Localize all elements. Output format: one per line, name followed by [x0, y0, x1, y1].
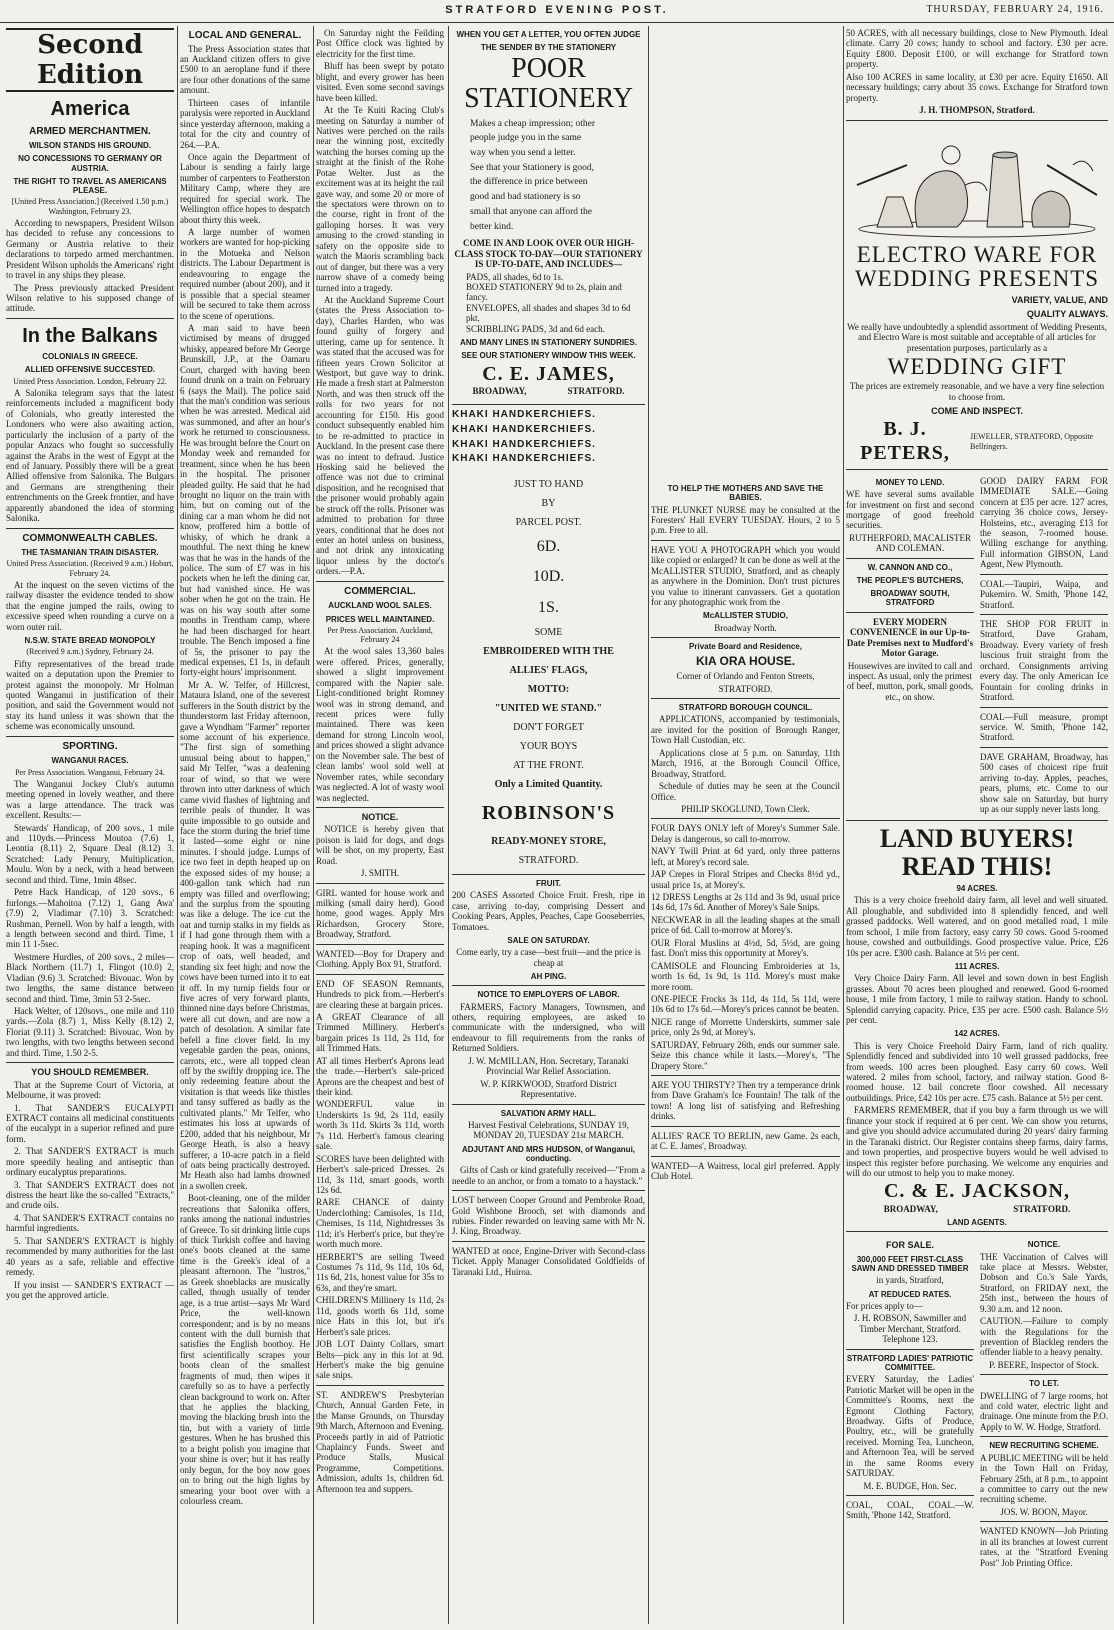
sub-column-right: [980, 1236, 1108, 1570]
sub-column-left: [846, 1236, 974, 1570]
article-paragraph: 4. That SANDER'S EXTRACT contains no harmful ingredients.: [6, 1212, 174, 1234]
classified-ad: WE have several sums available for investment on first and second mortgage of good freehold securities.: [846, 489, 974, 531]
ad-title-land-buyers: LAND BUYERS!: [879, 824, 1075, 854]
column-local-general: [180, 26, 310, 1624]
ad-line: MOTTO:: [527, 683, 570, 695]
divider: [316, 974, 444, 975]
classified-ad: HAVE YOU A PHOTOGRAPH which you would like copied or enlarged? It can be done as well at the McALLISTER STUDIO, Stratford, and as cheaply as anywhere in the Dominion. Don't trust pictures you value to itinerant canvassers. Get a quotation for any photographic work from the: [651, 544, 840, 608]
ad-line: AND MANY LINES IN STATIONERY SUNDRIES.: [460, 338, 637, 348]
column-general-commercial: [316, 26, 444, 1624]
divider: [452, 404, 645, 405]
masthead: [0, 0, 1114, 23]
headline: LOCAL AND GENERAL.: [188, 30, 302, 41]
section-heading-balkans: In the Balkans: [22, 324, 158, 347]
stationery-line: people judge you in the same: [470, 133, 582, 144]
property-text: This is very Choice Freehold Dairy Farm, land of rich quality. Splendidly fenced and subdivided into 10 well grassed paddocks, free from weeds. 100 acres been ploughed. Easy carry 60 cows. Well watered. 2 miles from school, factory, and railway station. Good 8-roomed house. 12 bail concrete floor cowshed. All necessary outbuildings. Price, £42 10s per acre. £75 cash. Balance at 5½ per cent.: [846, 1040, 1108, 1103]
handkerchief-ad: [452, 475, 645, 870]
column-classifieds: [651, 480, 840, 1624]
khaki-line: KHAKI HANDKERCHIEFS.: [452, 438, 596, 450]
stationery-line: good and bad stationery is so: [470, 192, 581, 203]
article-paragraph: Hack Welter, of 120sovs., one mile and 110 yards.—Zola (8.7) 1, Miss Kelly (8.12) 2, Floriat (9.11) 3. Scratched: Bivouac. Won by two lengths, with two lengths between second and third. Time, 1.50 2-5.: [6, 1006, 174, 1058]
notice-signature: J. W. McMILLAN, Hon. Secretary, Taranaki Provincial War Relief Association.: [468, 1055, 629, 1077]
column-rule: [177, 26, 178, 1624]
divider: [846, 1231, 1108, 1232]
divider: [846, 120, 1108, 121]
notice-text: A PUBLIC MEETING will be held in the Town Hall on Friday, February 25th, at 8 p.m., to appoint a committee to carry out the new recruiting scheme.: [980, 1452, 1108, 1505]
divider: [6, 318, 174, 319]
subheadline: THE TASMANIAN TRAIN DISASTER.: [21, 548, 159, 558]
stationery-items: [466, 272, 645, 335]
column-property-ads: [846, 26, 1108, 1624]
classified-ad: LOST between Cooper Ground and Pembroke Road, Gold Wishbone Brooch, set with diamonds and rubies. Finder rewarded on leaving same with Mr N. J. King, Broadway.: [452, 1195, 645, 1237]
classified-ad: OUR Floral Muslins at 4½d, 5d, 5½d, are going fast. Don't miss this opportunity at Morey's.: [651, 937, 840, 959]
divider: [651, 818, 840, 819]
stationery-item: SCRIBBLING PADS, 3d and 6d each.: [466, 323, 605, 334]
classified-ad: 12 DRESS Lengths at 2s 11d and 3s 9d, usual price 14s 6d, 17s 6d. Another of Morey's Sale Snips.: [651, 892, 840, 913]
newspaper-title: STRATFORD EVENING POST.: [445, 4, 669, 16]
address-street: BROADWAY,: [883, 1203, 938, 1214]
stationery-line: better kind.: [470, 221, 514, 232]
article-paragraph: At the wool sales 13,360 bales were offered. Prices, generally, showed a slight improvement compared with the Napier sale. Light-conditioned bright Romney wool was in strong demand, and recent prices were fully maintained. There was keen demand for strong Lincoln wool, and prices showed a slight advance on the November sale. The best of clean lambs' wool sold well at November rates, while secondary was neglected. A lot of wasty wool was neglected.: [316, 646, 444, 803]
classified-ad: THE PLUNKET NURSE may be consulted at the Foresters' Hall EVERY TUESDAY. Hours, 2 to 5 p.m. Free to all.: [651, 504, 840, 536]
notice-signature: PHILIP SKOGLUND, Town Clerk.: [681, 803, 810, 814]
advertiser-name: B. J. PETERS,: [860, 418, 950, 464]
notice-text: Gifts of Cash or kind gratefully received—"From a needle to an anchor, or from a tomato to a haystack.": [452, 1165, 645, 1186]
khaki-list: [452, 409, 645, 464]
ad-title-wedding: WEDDING PRESENTS: [854, 265, 1100, 291]
classified-ad: A GREAT Clearance of all Trimmed Millinery. Herbert's bargain prices 1s 11d, 2s 11d, for all Trimmed Hats.: [316, 1011, 444, 1054]
ad-text: 200 CASES Assorted Choice Fruit. Fresh, ripe in case, arriving to-day, comprising Dessert and Cooking Pears, Apples, Peaches, Cape Gooseberries, Tomatoes.: [452, 890, 645, 932]
divider: [846, 612, 974, 613]
notice-signature: JOS. W. BOON, Mayor.: [1000, 1506, 1088, 1517]
divider: [452, 1190, 645, 1191]
notice-heading: NOTICE TO EMPLOYERS OF LABOR.: [477, 990, 620, 1000]
divider: [846, 558, 974, 559]
ad-title-poor: POOR: [511, 52, 586, 84]
address-town: STRATFORD.: [1013, 1203, 1071, 1214]
article-paragraph: Boot-cleaning, one of the milder recreations that Salonika offers, ranks among the national industries of Greece. To sit drinking little cups of thick Turkish coffee and having one's boots cleaned at the same time is the Greek's ideal of a pleasant afternoon. The "lustros," as Greek shoeblacks are musically called, though usually of tender age, is a true artist—says Mr Ward Price, the well-known correspondent; and is by no means content with the dull burnish that satisfies the English bootboy. He first scientifically scrapes your boots clean of the smallest fragments of mud, then wipes it carefully so as to have a perfectly clean background to work on. After that he applies the blacking, moving the blacking brush into the tin, but with a variety of little gestures. When he has brushed this to a bright polish you imagine that your shine is over; but it has really only begun, for the boy now goes on to bring out the high lights by smearing your boot over with a colourless cream.: [180, 1193, 310, 1506]
stationery-line: See that your Stationery is good,: [470, 162, 595, 173]
property-heading: 142 ACRES.: [954, 1029, 1000, 1039]
classified-ad: ONE-PIECE Frocks 3s 11d, 4s 11d, 5s 11d, were 10s 6d to 17s 6d.—Morey's prices cannot be beaten.: [651, 993, 840, 1015]
divider: [980, 1374, 1108, 1375]
two-column-notices: [846, 1236, 1108, 1570]
article-paragraph: Fifty representatives of the bread trade waited on a deputation upon the Premier to protest against the monopoly. Mr Holman quoted Wanganui in justification of their position, and said the Government would not stay its hand unless it was shown that the scheme was economically unsound.: [6, 658, 174, 732]
headline: COMMERCIAL.: [344, 585, 416, 597]
article-paragraph: 1. That SANDER'S EUCALYPTI EXTRACT contains all medicinal constituents of the eucalypt in a superior refined and pure form.: [6, 1102, 174, 1144]
column-rule: [313, 26, 314, 1624]
stationery-item: BOXED STATIONERY 9d to 2s, plain and fancy.: [466, 282, 622, 303]
edition-heading: Second Edition: [6, 28, 174, 92]
silverware-illustration: [846, 125, 1108, 243]
divider: [980, 1436, 1108, 1437]
divider: [651, 698, 840, 699]
classified-ad: JOB LOT Dainty Collars, smart Belts—pick any in this lot at 9d. Herbert's make the big genuine sale snips.: [316, 1339, 444, 1381]
classified-ad: NAVY Twill Print at 6d yard, only three patterns left, at Morey's record sale.: [651, 846, 840, 867]
ad-line: VARIETY, VALUE, AND: [1011, 294, 1108, 305]
divider: [980, 574, 1108, 575]
notice-text: NOTICE is hereby given that poison is laid for dogs, and dogs will be shot, on my property, East Road.: [316, 824, 444, 866]
divider: [651, 1126, 840, 1127]
divider: [980, 747, 1108, 748]
notice-heading: NOTICE.: [361, 811, 399, 822]
notice-heading: TO LET.: [1029, 1379, 1059, 1389]
article-paragraph: 2. That SANDER'S EXTRACT is much more speedily healing and antiseptic than ordinary eucalyptus preparations.: [6, 1146, 174, 1178]
advertiser-address: [452, 386, 645, 396]
ad-text: The prices are extremely reasonable, and we have a very fine selection to choose from.: [849, 381, 1105, 402]
property-heading: 94 ACRES.: [956, 884, 998, 894]
notice-text: Schedule of duties may be seen at the Council Office.: [651, 781, 840, 802]
article-paragraph: Westmere Hurdles, of 200 sovs., 2 miles—Black Northern (11.7) 1, Flingot (10.0) 2, Vladian (9.6) 3. Scratched: Bivouac. Won by two lengths, the same distance between second and third. Time, 3min 53 2-5sec.: [6, 951, 174, 1004]
stationery-line: the difference in price between: [470, 177, 588, 188]
subheadline: WILSON STANDS HIS GROUND.: [28, 141, 152, 151]
article-paragraph: Bluff has been swept by potato blight, and every grower has been visited. Even some second savings have been killed.: [316, 61, 444, 103]
ad-text: For prices apply to—: [846, 1300, 923, 1311]
ad-line: COME AND INSPECT.: [931, 405, 1023, 416]
address-street: BROADWAY,: [472, 385, 527, 396]
classified-ad: CHILDREN'S Millinery 1s 11d, 2s 11d, goods worth 6s 11d, some nice Hats in this lot, but it's Herbert's sale prices.: [316, 1295, 444, 1337]
article-paragraph: The Press previously attacked President Wilson relative to his supposed change of attitude.: [6, 282, 174, 314]
notice-heading: SALVATION ARMY HALL.: [500, 1108, 597, 1118]
divider: [980, 707, 1108, 708]
ad-text: Housewives are invited to call and inspect. As usual, only the primest of beef, mutton, pork, small goods, etc., on show.: [846, 660, 974, 702]
article-paragraph: At the Te Kuiti Racing Club's meeting on Saturday a number of Natives were perched on the rails near the winning post, excitedly watching the horses coming up the straight at the finish of the Rohe Potae Welter. Just as the excitement was at its height the rail gave way, and some 20 or more of the spectators were thrown on to the course, right in front of the galloping horses. It was very amusing to the crowd standing in safety on the opposite side to watch the Maoris scrambling back out of danger, but there was a very narrow shave of a comedy being turned into a tragedy.: [316, 105, 444, 293]
column-rule: [648, 26, 649, 1624]
divider: [651, 1156, 840, 1157]
advertiser-name: ROBINSON'S: [481, 801, 616, 824]
ad-heading: FOR SALE.: [885, 1240, 934, 1251]
dateline: Per Press Association. Wanganui, February 24.: [15, 767, 165, 777]
property-text: Very Choice Dairy Farm. All level and sown down in best English grasses. About 70 acres been ploughed and renewed. Good 6-roomed house, 1 mile from factory, 1 mile to railway station. Handy to school. Splendid carrying capacity. Price, £35 per acre. £500 cash. Balance 5½ per cent.: [846, 973, 1108, 1025]
classified-ad: ARE YOU THIRSTY? Then try a temperance drink from Dave Graham's Ice Fountain! The talk of the town! A long list of satisfying and Refreshing drinks.: [651, 1080, 840, 1122]
ad-text: Come early, try a case—best fruit—and the price is cheap at: [456, 947, 641, 968]
property-heading: 111 ACRES.: [954, 961, 1000, 971]
ad-line: ADJUTANT AND MRS HUDSON, of Wanganui, conducting.: [461, 1144, 636, 1163]
headline: COMMONWEALTH CABLES.: [22, 532, 158, 544]
divider: [452, 1241, 645, 1242]
article-paragraph: The Press Association states that an Auckland citizen offers to give £500 to an aeroplane fund if there are four other donations of the same amount.: [180, 43, 310, 96]
advertiser-name: C. & E. JACKSON,: [883, 1180, 1070, 1203]
stationery-lines: [470, 117, 627, 235]
issue-date: THURSDAY, FEBRUARY 24, 1916.: [926, 4, 1104, 15]
ad-line: SOME: [534, 626, 563, 638]
divider: [846, 1495, 974, 1496]
dateline: [United Press Association.] (Received 1.50 p.m.) Washington, February 23.: [11, 197, 169, 216]
property-text: This is a very choice freehold dairy farm, all level and well situated. All ploughable, and subdivided into 8 splendidly fenced, and well grassed paddocks. Well watered, and on good metalled road, 1 mile from school, 1 mile from factory, easy carry 50 cows. Good 5-roomed house, cowshed and outbuildings. Good prospective value. Price, £26 10s per acre. £300 cash. Balance at 5½ per cent.: [846, 895, 1108, 958]
advertiser-name: RUTHERFORD, MACALISTER AND COLEMAN.: [848, 532, 971, 554]
price-10d: 10D.: [532, 568, 565, 586]
section-heading-america: America: [50, 98, 130, 121]
classified-ad: NICE range of Morrette Underskirts, summer sale price, only 2s 9d, at Morey's.: [651, 1016, 840, 1038]
divider: [316, 1385, 444, 1386]
khaki-line: KHAKI HANDKERCHIEFS.: [452, 409, 596, 421]
ad-text: COME IN AND LOOK OVER OUR HIGH-CLASS STOCK TO-DAY—OUR STATIONERY IS UP-TO-DATE, AND INCLUDES—: [454, 238, 643, 270]
ad-heading: TO HELP THE MOTHERS AND SAVE THE BABIES.: [667, 484, 824, 503]
ad-title-electro: ELECTRO WARE FOR: [856, 241, 1098, 267]
address-town: STRATFORD.: [567, 385, 625, 396]
divider: [452, 874, 645, 875]
ad-line: LAND AGENTS.: [947, 1218, 1007, 1227]
article-paragraph: 5. That SANDER'S EXTRACT is highly recommended by many authorities for the last 40 years as a safe, reliable and effective remedy.: [6, 1235, 174, 1278]
ad-line: AT THE FRONT.: [513, 759, 584, 771]
subheadline: ALLIED OFFENSIVE SUCCESTED.: [24, 365, 156, 375]
article-paragraph: 3. That SANDER'S EXTRACT does not distress the heart like the so-called "Extracts," and crude oils.: [6, 1179, 174, 1211]
stationery-item: ENVELOPES, all shades and shapes 3d to 6d pkt.: [466, 302, 631, 324]
notice-signature: W. P. KIRKWOOD, Stratford District Representative.: [480, 1078, 617, 1100]
classified-ad: DAVE GRAHAM, Broadway, has 500 cases of choicest ripe fruit arriving to-day. Apples, peaches, pears, plums, etc. Come to our show sale on Saturday, but hurry up as our supply never lasts long.: [980, 751, 1108, 815]
notice-text: CAUTION.—Failure to comply with the Regulations for the prevention of Blackleg renders the offender liable to a heavy penalty.: [980, 1316, 1108, 1358]
classified-ad: COAL—Full measure, prompt service. W. Smith, 'Phone 142, Stratford.: [980, 711, 1108, 743]
subheadline: WANGANUI RACES.: [51, 756, 129, 766]
article-paragraph: Thirteen cases of infantile paralysis were reported in Auckland since yesterday afternoon, making a total for the city and country of 264.—P.A.: [180, 97, 310, 150]
classified-ad: COAL—Taupiri, Waipa, and Pukemiro. W. Smith, 'Phone 142, Stratford.: [980, 578, 1108, 610]
divider: [316, 581, 444, 582]
ad-title-stationery: STATIONERY: [464, 82, 633, 114]
ad-title-read-this: READ THIS!: [901, 851, 1053, 881]
divider: [452, 1104, 645, 1105]
divider: [651, 637, 840, 638]
article-paragraph: At the inquest on the seven victims of the railway disaster the evidence tended to show that the engine jumped the rails, owing to excessive speed when rounding a curve on a worn outer rail.: [6, 579, 174, 632]
classified-ad: FOUR DAYS ONLY left of Morey's Summer Sale. Delay is dangerous, so call to-morrow.: [651, 823, 840, 844]
classified-ad: JAP Crepes in Floral Stripes and Checks 8½d yd., usual price 1s, at Morey's.: [651, 869, 840, 890]
property-text: FARMERS REMEMBER, that if you buy a farm through us we will finance your stock if required at 6 per cent. We can show you returns, and give you should advice accumulated during 20 years' dairy farming in the Taranaki district. Our Register contains sheep farms, dairy farms, and town properties, and prospective buyers would be well advised to inspect this register before purchasing. We welcome any enquiries and will do our utmost to help you to make money.: [846, 1105, 1108, 1178]
headline: COLONIALS IN GREECE.: [42, 352, 138, 362]
article-paragraph: A large number of women workers are wanted for hop-picking in the Motueka and Nelson districts. The Labour Department is endeavouring to engage the required number (about 200), and it is possible that a special steamer will be secured to take them across to the scene of operations.: [180, 227, 310, 321]
divider: [651, 1075, 840, 1076]
stationery-line: way when you send a letter.: [470, 147, 576, 158]
advertiser-name: KIA ORA HOUSE.: [695, 654, 796, 669]
column-rule: [843, 26, 844, 1624]
article-paragraph: The Wanganui Jockey Club's autumn meeting opened in lovely weather, and there was a large attendance. The track was excellent. Results:—: [6, 778, 174, 821]
sub-column-right: [980, 474, 1108, 817]
ad-line: PARCEL POST.: [515, 516, 582, 528]
classified-ad: NECKWEAR in all the leading shapes at the small price of 6d. Call to-morrow at Morey's.: [651, 914, 840, 936]
two-column-ads: [846, 474, 1108, 817]
ad-line: DON'T FORGET: [513, 721, 584, 733]
classified-ad: WANTED—A Waitress, local girl preferred. Apply Club Hotel.: [651, 1160, 840, 1182]
article-paragraph: A Salonika telegram says that the latest reinforcements included a magnificent body of Colonials, who greatly interested the Londoners who were also awaiting action, particularly the inclusion of a party of the popular Anzacs who fought so successfully against the Arabs in the west of Egypt at the end of January. Possibly there will be a great Allied offensive from Salonika. The Bulgars and Germans are strengthening their entrenchments on the Greek frontier, and have apparently abandoned the idea of storming Salonika.: [6, 387, 174, 524]
divider: [846, 1349, 974, 1350]
article-paragraph: Petre Hack Handicap, of 120 sovs., 6 furlongs.—Mahoitoa (7.12) 1, Gang Awa' (7.9) 2, Vladimar (7.10) 3. Scratched: Rushman, Pernell. Won by half a length, with a length between second and third. Time, 1 min 11 1-5sec.: [6, 887, 174, 950]
ad-line: AT REDUCED RATES.: [868, 1289, 952, 1299]
classified-ad: WANTED—Boy for Drapery and Clothing. Apply Box 91, Stratford.: [316, 948, 444, 970]
divider: [651, 540, 840, 541]
column-news-cables: [6, 26, 174, 1624]
khaki-line: KHAKI HANDKERCHIEFS.: [452, 453, 596, 465]
divider: [846, 469, 1108, 470]
ad-text: Corner of Orlando and Fenton Streets,: [676, 671, 815, 682]
notice-heading: NEW RECRUITING SCHEME.: [989, 1441, 1099, 1451]
ad-line: EMBROIDERED WITH THE: [483, 645, 614, 657]
classified-ad: SATURDAY, February 26th, ends our summer sale. Seize this chance while it lasts.—Morey's, "The Drapery Store.": [651, 1039, 840, 1071]
notice-text: EVERY Saturday, the Ladies' Patriotic Market will be open in the Committee's Rooms, next the Egmont Clothing Factory, Broadway. Gifts of Produce, Poultry, etc., will be gratefully received. Morning Tea, Luncheon, and Afternoon Tea, will be served in the same Rooms every SATURDAY.: [846, 1374, 974, 1479]
ad-title-gift: WEDDING GIFT: [887, 353, 1067, 379]
article-paragraph: Mr A. W. Telfer, of Hillcrest, Mataura Island, one of the severest sufferers in the South district by the thunderstorm last Friday afternoon, gave a Wyndham "Farmer" reporter some account of his experience. "The first sign of something unusual being about to happen," said Mr Telfer, "was a deafening roar of wind, so that we were thrown into utter darkness of which came vivid flashes of lightning and terrible peals of thunder. It was quite impossible to go outside and face the storm during the brief time it lasted—some eight or nine minutes. I should judge. Lumps of ice two feet in depth heaped up on the exposed sides of my house; a 400-gallon tank which had run empty was filled and overflowing; and the surplus from the spouting was like a deluge. The ice cut the oat and turnip stalks in my fields as if I had gone through them with a reaping hook. It was a magnificent crop of oats, well headed, and standing six feet high; and now the cows have been turned into it to eat it off. In my turnip fields four or five acres of very forward plants, thinned nine days before Christmas, were all cut down, and are now a patch of desolation. A similar fate befell a fine clover field. In my vegetable garden the peas, onions, carrots, etc., were all topped clean off by the swiftly dropping ice. The only redeeming feature about the visitation is that weeds like thistles and tansy suffered as badly as the cultivated plants." Mr Telfer, who estimates his loss at upwards of £200, added that his neighbour, Mr George Heath, is also a heavy sufferer, a 10-acre patch in a field of oats being practically destroyed. Mr Heath also had lambs drowned in a swollen creek.: [180, 679, 310, 1191]
ad-line: JUST TO HAND: [513, 478, 584, 490]
ad-heading: MONEY TO LEND.: [875, 477, 945, 487]
advertiser-name: AH PING.: [530, 972, 567, 982]
ad-line: STRATFORD.: [518, 854, 579, 866]
notice-text: FARMERS, Factory Managers, Townsmen, and others, requiring employees, are asked to communicate with the undersigned, who will endeavour to fill requirements from the ranks of Returned Soldiers.: [452, 1001, 645, 1054]
sub-column-left: [846, 474, 974, 817]
notice-text: Applications close at 5 p.m. on Saturday, 11th March, 1916, at the Borough Council Office, Broadway, Stratford.: [651, 747, 840, 779]
column-rule: [448, 26, 449, 1624]
ad-text: STRATFORD.: [718, 683, 773, 694]
ad-heading: THE SENDER BY THE STATIONERY: [480, 43, 617, 53]
column-stationery-ads: [452, 26, 645, 1624]
dateline: Per Press Association. Auckland, February 24: [327, 625, 433, 645]
ad-line: YOUR BOYS: [519, 740, 578, 752]
ad-text: Broadway North.: [714, 622, 777, 633]
notice-signature: J. SMITH.: [360, 868, 400, 879]
classified-ad: SCORES have been delighted with Herbert's sale-priced Dresses. 2s 11d, 3s 11d, smart goods, worth 12s 6d.: [316, 1153, 444, 1195]
advertiser-name: J. H. ROBSON, Sawmiller and Timber Merchant, Stratford. Telephone 123.: [853, 1313, 967, 1345]
ad-text: in yards, Stratford,: [876, 1275, 944, 1286]
classified-ad: CAMISOLE and Flouncing Embroideries at 1s, worth 1s 6d, 1s 9d, 1s 11d. Morey's must make more room.: [651, 960, 840, 992]
classified-ad: END OF SEASON Remnants, Hundreds to pick from.—Herbert's are clearing these at bargain prices.: [316, 978, 444, 1010]
article-paragraph: At the Auckland Supreme Court (states the Press Association to-day), Charles Harden, who was found guilty of forgery and uttering, came up for sentence. It was stated that the accused was for fifteen years Crown Solicitor at Westport, but gave way to drink. He made a fresh start at Palmerston North, and was then struck off the rolls for two years for not accounting for £150. His good conduct subsequently enabled him to be re-admitted to practice in Auckland. In the present case there was no intent to defraud. Justice Hosking said he believed the offence was not due to criminal disposition, and he recognised that the prisoner would probably again be struck off the rolls. Prisoner was admitted to probation for three years, conditional that he does not enter an hotel unless on business, and not drink any intoxicating liquor unless by the doctor's orders.—P.A.: [316, 294, 444, 577]
classified-ad: AT all times Herbert's Aprons lead the trade.—Herbert's sale-priced Aprons are the cheapest and best of their kind.: [316, 1055, 444, 1098]
subheadline: PRICES WELL MAINTAINED.: [325, 614, 435, 624]
dateline: (Received 9 a.m.) Sydney, February 24.: [26, 647, 154, 657]
classified-ad: GIRL wanted for house work and milking (small dairy herd). Good home, good wages. Apply Mrs Richardson, Grocery Store, Broadway, Stratford.: [316, 887, 444, 940]
classified-ad: COAL, COAL, COAL.—W. Smith, 'Phone 142, Stratford.: [846, 1500, 974, 1521]
dateline: United Press Association. London, February 22.: [13, 376, 167, 386]
ad-heading: FRUIT.: [536, 878, 561, 888]
classified-ad: DWELLING of 7 large rooms, hot and cold water, electric light and drainage. One minute from the P.O. Apply to W. W. Hodge, Stratford.: [980, 1390, 1108, 1432]
ad-line: QUALITY ALWAYS.: [1026, 309, 1108, 320]
divider: [316, 883, 444, 884]
classified-ad: ALLIES' RACE TO BERLIN, new Game. 2s each, at C. E. James', Broadway.: [651, 1130, 840, 1152]
headline: YOU SHOULD REMEMBER.: [31, 1067, 149, 1078]
advertiser-name: J. H. THOMPSON, Stratford.: [919, 105, 1035, 116]
ad-line: BROADWAY SOUTH, STRATFORD: [870, 589, 950, 608]
advertiser-name: McALLISTER STUDIO,: [703, 611, 788, 621]
notice-text: Harvest Festival Celebrations, SUNDAY 19, MONDAY 20, TUESDAY 21st MARCH.: [468, 1119, 629, 1141]
classified-ad: GOOD DAIRY FARM FOR IMMEDIATE SALE.—Going concern at £35 per acre. 127 acres, carrying 36 choice cows, Jersey-Holsteins, etc., averaging £13 for the season, 7-roomed house. Willing exchange for anything. Full information GIBSON, Land Agent, New Plymouth.: [980, 475, 1108, 570]
subheadline: THE RIGHT TO TRAVEL AS AMERICANS PLEASE.: [13, 176, 167, 196]
article-paragraph: If you insist — SANDER'S EXTRACT — you get the approved article.: [6, 1279, 174, 1300]
advertiser-address: [846, 1204, 1108, 1214]
divider: [316, 807, 444, 808]
notice-signature: M. E. BUDGE, Hon. Sec.: [863, 1480, 957, 1491]
classified-ad: RARE CHANCE of dainty Underclothing: Camisoles, 1s 11d, Chemises, 1s 11d, Nightdresses 3s 11d; it's Herbert's price, but they're worth much more.: [316, 1197, 444, 1250]
peters-signature: [846, 418, 1108, 464]
headline: ARMED MERCHANTMEN.: [29, 125, 151, 137]
divider: [6, 1062, 174, 1063]
ad-line: Only a Limited Quantity.: [494, 778, 603, 790]
khaki-line: KHAKI HANDKERCHIEFS.: [452, 423, 596, 435]
ad-line: THE PEOPLE'S BUTCHERS,: [856, 575, 964, 585]
article-paragraph: Once again the Department of Labour is sending a fairly large number of carpenters to Featherston Military Camp, where they are required for special work. The Wellington office hopes to despatch about thirty this week.: [180, 151, 310, 225]
subheadline: AUCKLAND WOOL SALES.: [328, 601, 432, 611]
advertiser-address: JEWELLER, STRATFORD, Opposite Bellringers.: [970, 432, 1094, 451]
dateline: United Press Association. (Received 9 a.m.) Hobart, February 24.: [6, 559, 174, 578]
classified-ad: ST. ANDREW'S Presbyterian Church, Annual Garden Fete, in the Manse Grounds, on Thursday 9th March, Afternoon and Evening. Proceeds partly in aid of Patriotic Chaplaincy Funds. Sweet and Produce Stalls, Musical Programme, Competitions. Admission, adults 1s, children 6d. Afternoon tea and suppers.: [316, 1389, 444, 1494]
headline: SPORTING.: [62, 740, 118, 752]
stationery-line: Makes a cheap impression; other: [470, 118, 596, 129]
classified-ad: Also 100 ACRES in same locality, at £30 per acre. Equity £1650. All necessary buildings; carry about 35 cows. Exchange for Stratford town property.: [846, 71, 1108, 103]
notice-heading: STRATFORD LADIES' PATRIOTIC COMMITTEE.: [846, 1353, 974, 1372]
notice-text: THE Vaccination of Calves will take place at Messrs. Webster, Dobson and Co.'s Sale Yards, Stratford, on FRIDAY next, the 25th inst., between the hours of 9.30 a.m. and 12 noon.: [980, 1251, 1108, 1314]
article-paragraph: A man said to have been victimised by means of drugged whisky, appeared before Mr George Brunskill, J.P., at the Oamaru Court, charged with having been found drunk on a train on February 6 (says the Mail). The police said that the man's condition was serious when he was arrested. Medical aid was summoned, and after an hour's work he returned to consciousness. He was brought before the Court on Monday week and remanded for treatment, since when he has been in the hospital. The prisoner pleaded guilty. He said that he had brought no liquor on the train with him, but on coming out of the dining car a man whom he did not know, proffered him a bottle of whisky, of which he drank a mouthful. The next thing he knew was that he was in the hands of the police. The sum of £7 was in his pockets when he left the dining car, but had vanished since. He was sober when he got on the train. He was on his way south after some months in Trentham camp, where he had been discharged for heart trouble. The Bench imposed a fine of 5s, the prisoner to pay the medical expenses, £1 1s, in default forty-eight hours' imprisonment.: [180, 322, 310, 678]
article-paragraph: On Saturday night the Feilding Post Office clock was lighted by electricity for the first time.: [316, 28, 444, 59]
subheadline: NO CONCESSIONS TO GERMANY OR AUSTRIA.: [18, 154, 162, 173]
advertiser-name: W. CANNON AND CO.,: [867, 562, 953, 572]
classified-ad: HERBERT'S are selling Tweed Costumes 7s 11d, 9s 11d, 10s 6d, 11s 6d, 21s, honest value for 35s to 63s, and they're smart.: [316, 1251, 444, 1293]
notice-signature: P. BEERE, Inspector of Stock.: [989, 1359, 1099, 1370]
classified-ad: 50 ACRES, with all necessary buildings, close to New Plymouth. Ideal climate. Carry 20 cows; handy to school and factory. £30 per acre. Equity £800. Deposit £100, or will exchange for Stratford town property.: [846, 28, 1108, 70]
subheadline: N.S.W. STATE BREAD MONOPOLY: [24, 636, 156, 646]
notice-heading: NOTICE.: [1027, 1240, 1061, 1250]
classified-ad: WANTED KNOWN—Job Printing in all its branches at lowest current rates, at the "Stratford Evening Post" Job Printing Office.: [980, 1526, 1108, 1568]
article-paragraph: According to newspapers, President Wilson has decided to refuse any concessions to Germany or Austria relative to their declarations to torpedo armed merchantmen. President Wilson upholds the Americans' right to travel in any ships they please.: [6, 217, 174, 281]
divider: [980, 1521, 1108, 1522]
divider: [980, 614, 1108, 615]
article-paragraph: Stewards' Handicap, of 200 sovs., 1 mile and 110yds.—Princess Moutoa (7.6) 1, Leontia (8.11) 2, Square Deal (8.12) 3. Scratched: Lady Penury, Multiplication, Moulu. Won by a neck, with a head between second and third. Time, 1min 48sec.: [6, 822, 174, 885]
stationery-line: small that anyone can afford the: [470, 206, 592, 217]
divider: [452, 985, 645, 986]
classified-ad: THE SHOP FOR FRUIT in Stratford, Dave Graham, Broadway. Every variety of fresh luscious fruit straight from the orchard. Consignments arriving every day. The only American Ice Fountain for cooling drinks in Stratford.: [980, 619, 1108, 703]
divider: [846, 820, 1108, 821]
ad-line: BY: [541, 497, 556, 509]
article-paragraph: That at the Supreme Court of Victoria, at Melbourne, it was proved:: [6, 1079, 174, 1101]
ad-line: "UNITED WE STAND.": [494, 702, 603, 714]
ad-line: ALLIES' FLAGS,: [509, 664, 588, 676]
price-1s: 1S.: [538, 598, 559, 616]
classified-ad: WANTED at once, Engine-Driver with Second-class Ticket. Apply Manager Consolidated Goldfields of Taranaki Ltd., Huiroa.: [452, 1245, 645, 1277]
ad-line: READY-MONEY STORE,: [491, 835, 606, 847]
ad-text: We really have undoubtedly a splendid assortment of Wedding Presents, and Electro Ware is most suitable and acceptable of all articles for presentation purposes, particularly as a: [847, 321, 1107, 353]
classified-ad: WONDERFUL value in Underskirts 1s 9d, 2s 11d, easily worth 3s 11d. Skirts 3s 11d, worth 7s 11d. Herbert's famous clearing sale.: [316, 1099, 444, 1152]
ad-heading: WHEN YOU GET A LETTER, YOU OFTEN JUDGE: [456, 30, 641, 39]
price-6d: 6D.: [536, 537, 561, 555]
divider: [316, 944, 444, 945]
notice-heading: STRATFORD BOROUGH COUNCIL.: [678, 703, 813, 713]
ad-line: SEE OUR STATIONERY WINDOW THIS WEEK.: [461, 351, 636, 361]
divider: [6, 528, 174, 529]
ad-line: SALE ON SATURDAY.: [507, 935, 590, 945]
divider: [6, 736, 174, 737]
stationery-item: PADS, all shades, 6d to 1s.: [466, 271, 564, 282]
ad-line: 300,000 FEET FIRST-CLASS SAWN AND DRESSED TIMBER: [851, 1254, 969, 1273]
notice-text: APPLICATIONS, accompanied by testimonials, are invited for the position of Borough Ranger, Town Hall Custodian, etc.: [651, 714, 840, 746]
advertiser-name: C. E. JAMES,: [482, 362, 615, 385]
ad-heading: Private Board and Residence,: [689, 642, 802, 652]
ad-text: EVERY MODERN CONVENIENCE in our Up-to-Date Premises next to Mudford's Motor Garage.: [846, 616, 974, 659]
